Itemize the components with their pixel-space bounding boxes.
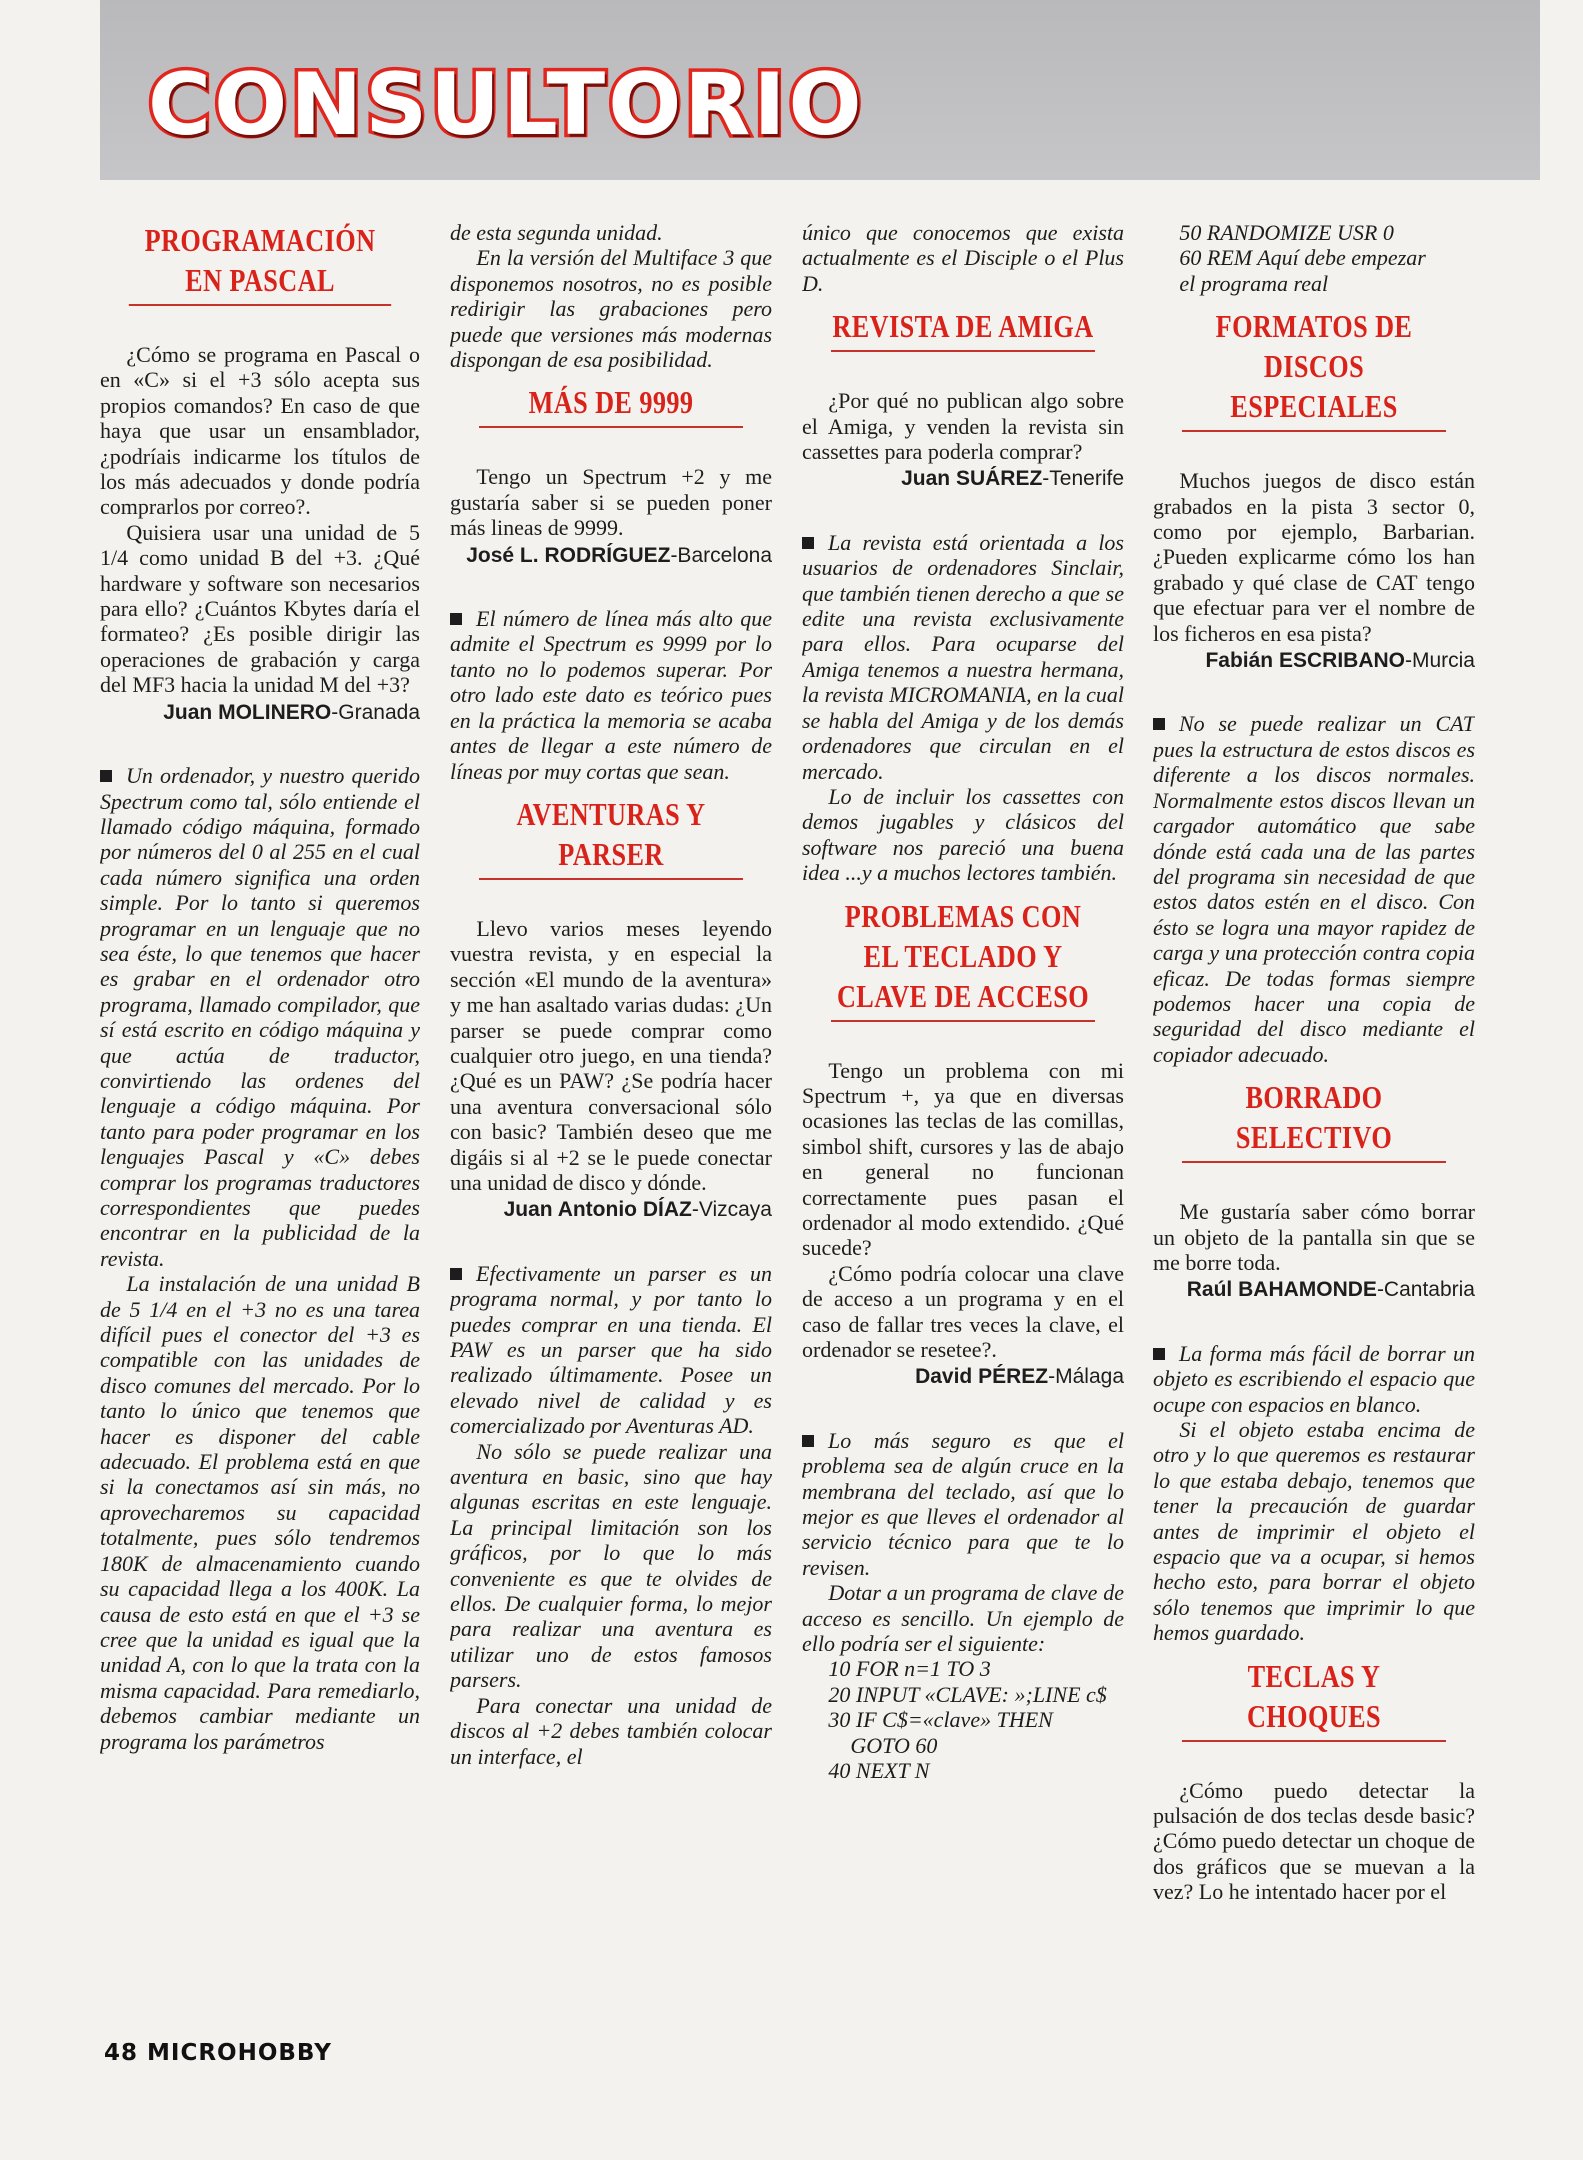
answer-text: Si el objeto estaba encima de otro y lo que queremos es restaurar lo que estaba debajo, tenemos que tener la precaución de guardar antes de imprimir el objeto el espacio que va a ocupar, si hemos hecho esto, para borrar el objeto sólo tenemos que imprimir lo que hemos guardado. — [1153, 1417, 1475, 1646]
question-text: Quisiera usar una unidad de 5 1/4 como unidad B del +3. ¿Qué hardware y software son necesarios para ello? ¿Cuántos Kbytes daría el formateo? ¿Es posible dirigir las operaciones de grabación y carga del MF3 hacia la unidad M del +3? — [100, 519, 420, 698]
section-title: MÁS DE 9999 — [479, 382, 743, 428]
signature-place: -Tenerife — [1042, 467, 1124, 491]
signature — [100, 700, 420, 725]
question-text: Tengo un Spectrum +2 y me gustaría saber si se pueden poner más lineas de 9999. — [450, 464, 772, 541]
signature-first: Juan — [901, 467, 951, 491]
section-title: TECLAS Y CHOQUES — [1182, 1656, 1446, 1742]
section-title: FORMATOS DE DISCOS ESPECIALES — [1182, 306, 1446, 432]
answer-text — [802, 1428, 1124, 1580]
spacer — [1153, 673, 1475, 711]
question-text: Muchos juegos de disco están grabados en la pista 3 sector 0, como por ejemplo, Barbarian. ¿Pueden explicarme cómo los han grabado y qué clase de CAT tengo que efectuar para ver el nombre de los ficheros en esa pista? — [1153, 468, 1475, 646]
spacer — [450, 372, 772, 382]
page-footer: 48 MICROHOBBY — [104, 2040, 332, 2066]
signature-last: DÍAZ — [642, 1198, 692, 1222]
answer-text: La instalación de una unidad B de 5 1/4 en el +3 no es una tarea difícil pues el conector del +3 es compatible con las unidades de disco comunes del mercado. Por lo tanto lo único que tenemos que hacer es disponer del cable adecuado. El problema está en que si la conectamos así sin más, no aprovecharemos su capacidad totalmente, pues sólo tendremos 180K de almacenamiento cuando su capacidad llega a los 400K. La causa de esto está en que el +3 se cree que la unidad es igual que la unidad A, con lo que la trata con la misma capacidad. Para remediarlo, debemos cambiar mediante un programa los parámetros — [100, 1271, 420, 1754]
section-title: AVENTURAS Y PARSER — [479, 794, 743, 880]
signature — [1153, 1277, 1475, 1302]
column-3 — [802, 220, 1124, 2050]
code-line: el programa real — [1179, 270, 1329, 296]
question-text: ¿Cómo podría colocar una clave de acceso a un programa y en el caso de fallar tres veces la clave, el ordenador se resetee?. — [802, 1260, 1124, 1362]
section-title: REVISTA DE AMIGA — [831, 306, 1095, 352]
signature-first: Fabián — [1205, 649, 1274, 673]
answer-text: Para conectar una unidad de discos al +2 debes también colocar un interface, el — [450, 1692, 772, 1769]
signature-first: Juan Antonio — [503, 1198, 637, 1222]
code-line: 30 IF C$=«clave» THEN — [828, 1707, 1053, 1733]
code-line: 60 REM Aquí debe empezar — [1179, 245, 1426, 271]
answer-body: El número de línea más alto que admite el Spectrum es 9999 por lo tanto no lo podemos superar. Por otro lado este dato es teórico pues en la práctica la memoria se acaba antes de llegar a este número de líneas por muy cortas que sean. — [450, 606, 772, 784]
spacer — [1153, 1303, 1475, 1341]
signature-last: PÉREZ — [978, 1365, 1049, 1389]
square-bullet-icon — [450, 1268, 462, 1280]
signature-place: -Murcia — [1404, 649, 1475, 673]
question-text: Me gustaría saber cómo borrar un objeto de la pantalla sin que se me borre toda. — [1153, 1199, 1475, 1275]
signature — [802, 1364, 1124, 1389]
answer-text — [1153, 711, 1475, 1067]
signature-first: Raúl — [1186, 1278, 1233, 1302]
signature-first: José L. — [466, 543, 539, 567]
signature-last: MOLINERO — [218, 700, 332, 724]
question-text: Tengo un problema con mi Spectrum +, ya que en diversas ocasiones las teclas de las comillas, simbol shift, cursores y las de abajo en general no funcionan correctamente pues pasan el ordenador al modo extendido. ¿Qué sucede? — [802, 1057, 1124, 1261]
square-bullet-icon — [450, 613, 462, 625]
section-title: PROBLEMAS CON EL TECLADO Y CLAVE DE ACCESO — [831, 896, 1095, 1022]
code-line: 10 FOR n=1 TO 3 — [828, 1656, 991, 1682]
answer-text: En la versión del Multiface 3 que disponemos nosotros, no es posible redirigir las grabaciones pero puede que versiones más modernas dispongan de esa posibilidad. — [450, 245, 772, 373]
question-text: ¿Cómo se programa en Pascal o en «C» si el +3 sólo acepta sus propios comandos? En caso de que haya que usar un ensamblador, ¿podríais indicarme los títulos de los más adecuados y donde podría comprarlos por correo?. — [100, 342, 420, 520]
answer-body: Lo más seguro es que el problema sea de algún cruce en la membrana del teclado, así que lo mejor es que lleves el ordenador al servicio técnico para que te lo revisen. — [802, 1427, 1124, 1580]
question-text: ¿Por qué no publican algo sobre el Amiga, y venden la revista sin cassettes para poderla comprar? — [802, 388, 1124, 465]
spacer — [802, 1390, 1124, 1428]
answer-text: Dotar a un programa de clave de acceso es sencillo. Un ejemplo de ello podría ser el siguiente: — [802, 1580, 1124, 1657]
code-line: 40 NEXT N — [828, 1758, 930, 1784]
answer-text — [450, 606, 772, 784]
answer-body: La revista está orientada a los usuarios de ordenadores Sinclair, que también tienen derecho a que se edite una revista exclusivamente para ellos. Para ocuparse del Amiga tenemos a nuestra hermana, la revista MICROMANIA, en la cual se habla del Amiga y de los demás ordenadores que circulan en el mercado. — [802, 529, 1124, 784]
spacer — [1153, 1067, 1475, 1077]
section-title: PROGRAMACIÓN EN PASCAL — [129, 220, 391, 306]
answer-text: único que conocemos que exista actualmente es el Disciple o el Plus D. — [802, 220, 1124, 296]
square-bullet-icon — [802, 537, 814, 549]
spacer — [1153, 1646, 1475, 1656]
signature-first: David — [915, 1365, 973, 1389]
square-bullet-icon — [1153, 1348, 1165, 1360]
answer-text — [450, 1261, 772, 1439]
answer-body: La forma más fácil de borrar un objeto es escribiendo el espacio que ocupe con espacios en blanco. — [1153, 1340, 1475, 1417]
answer-text: No sólo se puede realizar una aventura en basic, sino que hay algunas escritas en este lenguaje. La principal limitación son los gráficos, por lo que lo más conveniente es que te olvides de ellos. De cualquier forma, lo mejor para realizar una aventura es utilizar uno de estos famosos parsers. — [450, 1438, 772, 1693]
question-text: Llevo varios meses leyendo vuestra revista, y en especial la sección «El mundo de la aventura» y me han asaltado varias dudas: ¿Un parser se puede comprar como cualquier otro juego, en una tienda? ¿Qué es un PAW? ¿Se podría hacer una aventura conversacional sólo con basic? También deseo que me digáis si al +2 se le puede conectar una unidad de disco y dónde. — [450, 915, 772, 1195]
column-4 — [1153, 220, 1475, 2050]
signature — [450, 543, 772, 568]
spacer — [1153, 296, 1475, 306]
spacer — [802, 886, 1124, 896]
answer-text: de esta segunda unidad. — [450, 220, 663, 245]
signature — [450, 1197, 772, 1222]
question-text: ¿Cómo puedo detectar la pulsación de dos teclas desde basic? ¿Cómo puedo detectar un choque de dos gráficos que se muevan a la vez? Lo he intentado hacer por el — [1153, 1777, 1475, 1905]
signature — [802, 466, 1124, 491]
answer-text — [100, 763, 420, 1271]
column-2 — [450, 220, 772, 2050]
code-line: GOTO 60 — [850, 1732, 938, 1758]
square-bullet-icon — [1153, 718, 1165, 730]
signature — [1153, 648, 1475, 673]
signature-last: BAHAMONDE — [1238, 1278, 1377, 1302]
signature-first: Juan — [163, 700, 213, 724]
section-title: BORRADO SELECTIVO — [1182, 1077, 1446, 1163]
spacer — [100, 725, 420, 763]
square-bullet-icon — [100, 770, 112, 782]
page-title: CONSULTORIO — [148, 55, 865, 155]
code-line: 50 RANDOMIZE USR 0 — [1179, 220, 1394, 245]
column-1 — [100, 220, 420, 2050]
answer-body: Efectivamente un parser es un programa normal, y por tanto lo puedes comprar en una tienda. El PAW es un parser que ha sido realizado últimamente. Posee un elevado nivel de calidad y es comercializado por Aventuras AD. — [450, 1260, 772, 1439]
spacer — [802, 492, 1124, 530]
signature-place: -Barcelona — [670, 543, 772, 567]
signature-place: -Cantabria — [1376, 1278, 1475, 1302]
spacer — [802, 296, 1124, 306]
answer-body: Un ordenador, y nuestro querido Spectrum como tal, sólo entiende el llamado código máquina, formado por números del 0 al 255 en el cual cada número significa una orden simple. Por lo tanto si queremos programar en un lenguaje que no sea éste, lo que tenemos que hacer es grabar en el ordenador otro programa, llamado compilador, que sí está escrito en código máquina y que actúa de traductor, convirtiendo las ordenes del lenguaje a código máquina. Por tanto para poder programar en los lenguajes Pascal y «C» debes comprar los programas traductores correspondientes que puedes encontrar en la publicidad de la revista. — [100, 763, 420, 1271]
signature-place: -Vizcaya — [691, 1198, 772, 1222]
answer-text — [802, 530, 1124, 784]
signature-last: RODRÍGUEZ — [544, 543, 671, 567]
answer-body: No se puede realizar un CAT pues la estructura de estos discos es diferente a los discos normales. Normalmente estos discos llevan un cargador automático que sabe dónde está cada una de las partes del programa sin necesidad de que estos datos estén en el disco. Con ésto se logra una mayor rapidez de carga y una protección contra copia eficaz. De todas formas siempre podemos hacer una copia de seguridad del disco mediante el copiador adecuado. — [1153, 711, 1475, 1067]
answer-text: Lo de incluir los cassettes con demos jugables y clásicos del software nos pareció una buena idea ...y a muchos lectores también. — [802, 783, 1124, 886]
signature-place: -Granada — [331, 700, 420, 724]
spacer — [450, 1223, 772, 1261]
spacer — [450, 784, 772, 794]
answer-text — [1153, 1341, 1475, 1417]
signature-place: -Málaga — [1048, 1365, 1124, 1389]
square-bullet-icon — [802, 1435, 814, 1447]
code-line: 20 INPUT «CLAVE: »;LINE c$ — [828, 1681, 1107, 1707]
spacer — [450, 568, 772, 606]
signature-last: ESCRIBANO — [1278, 649, 1405, 673]
signature-last: SUÁREZ — [955, 467, 1043, 491]
